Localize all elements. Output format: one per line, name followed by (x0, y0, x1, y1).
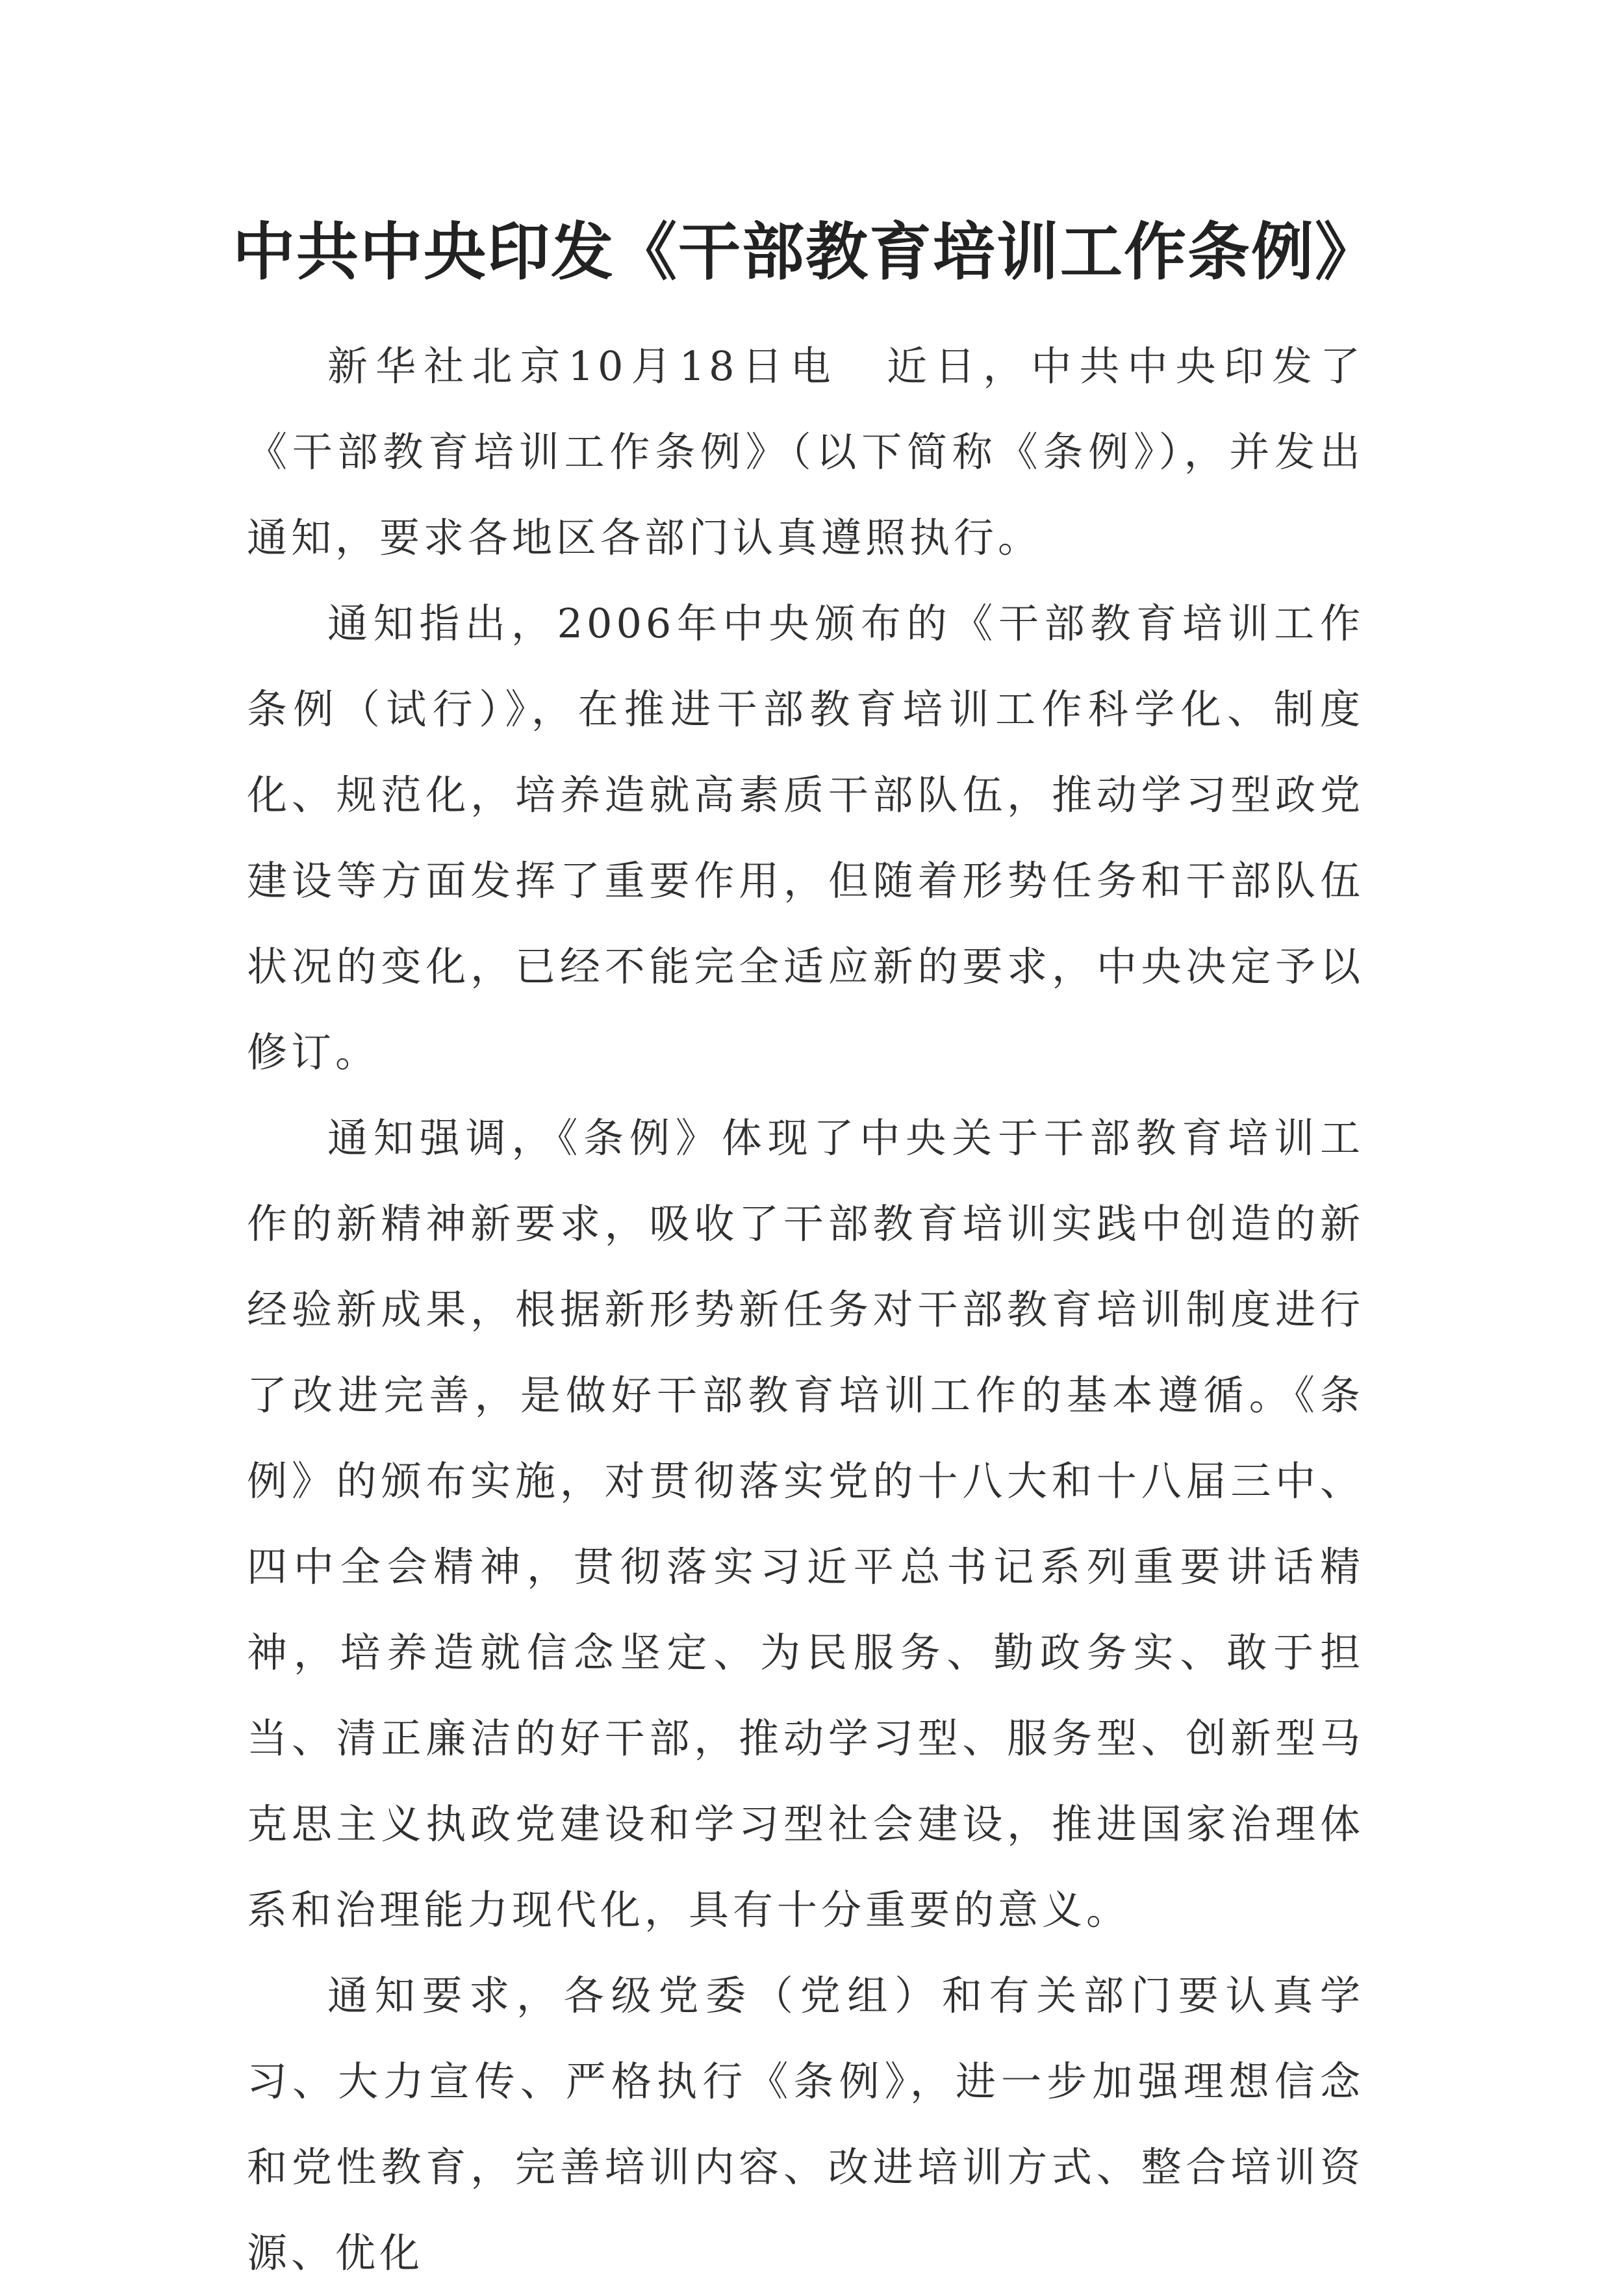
document-body (247, 324, 1364, 2296)
paragraph-1: 新华社北京10月18日电 近日，中共中央印发了《干部教育培训工作条例》（以下简称《条例》），并发出通知，要求各地区各部门认真遵照执行。 (247, 342, 1364, 561)
paragraph-4: 通知要求，各级党委（党组）和有关部门要认真学习、大力宣传、严格执行《条例》，进一步加强理想信念和党性教育，完善培训内容、改进培训方式、整合培训资源、优化 (247, 1972, 1364, 2277)
paragraph-3: 通知强调，《条例》体现了中央关于干部教育培训工作的新精神新要求，吸收了干部教育培训实践中创造的新经验新成果，根据新形势新任务对干部教育培训制度进行了改进完善，是做好干部教育培训工作的基本遵循。《条例》的颁布实施，对贯彻落实党的十八大和十八届三中、四中全会精神，贯彻落实习近平总书记系列重要讲话精神，培养造就信念坚定、为民服务、勤政务实、敢于担当、清正廉洁的好干部，推动学习型、服务型、创新型马克思主义执政党建设和学习型社会建设，推进国家治理体系和治理能力现代化，具有十分重要的意义。 (247, 1114, 1364, 1933)
document-title: 中共中央印发《干部教育培训工作条例》 (233, 215, 1378, 288)
paragraph-2: 通知指出，2006年中央颁布的《干部教育培训工作条例（试行）》，在推进干部教育培训工作科学化、制度化、规范化，培养造就高素质干部队伍，推动学习型政党建设等方面发挥了重要作用，但随着形势任务和干部队伍状况的变化，已经不能完全适应新的要求，中央决定予以修订。 (247, 600, 1364, 1076)
